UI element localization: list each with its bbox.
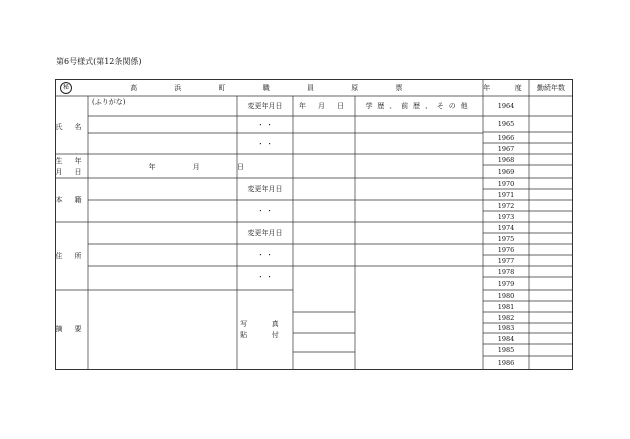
name-change-date-header: 変更年月日 xyxy=(247,102,283,110)
photo-label-bottom: 貼 付 xyxy=(240,331,290,339)
honseki-change-date-header: 変更年月日 xyxy=(247,185,283,193)
birth-label-bottom: 月 日 xyxy=(55,168,87,176)
remarks-label: 摘 要 xyxy=(55,325,87,333)
service-years-column-header: 勤続年数 xyxy=(537,84,565,92)
year-1971: 1971 xyxy=(497,191,515,199)
year-1978: 1978 xyxy=(497,268,515,276)
history-header: 学歴、前歴、その他 xyxy=(365,102,473,110)
year-1967: 1967 xyxy=(497,145,515,153)
history-date-header: 年 月 日 xyxy=(299,102,349,110)
year-1976: 1976 xyxy=(497,246,515,254)
year-1974: 1974 xyxy=(497,224,515,232)
photo-label-top: 写 真 xyxy=(240,320,290,328)
year-1986: 1986 xyxy=(497,359,515,367)
year-1983: 1983 xyxy=(497,324,515,332)
year-1984: 1984 xyxy=(497,335,515,343)
year-1966: 1966 xyxy=(497,134,515,142)
honseki-label: 本 籍 xyxy=(55,196,87,204)
address-label: 住 所 xyxy=(55,252,87,260)
year-1964: 1964 xyxy=(497,102,515,110)
address-change-date-2: ・ ・ xyxy=(256,273,274,281)
confidential-seal: 秘 xyxy=(60,82,72,94)
year-1980: 1980 xyxy=(497,292,515,300)
address-change-date-1: ・ ・ xyxy=(256,251,274,259)
address-change-date-header: 変更年月日 xyxy=(247,229,283,237)
year-column-header: 年 度 xyxy=(483,84,533,92)
year-1985: 1985 xyxy=(497,346,515,354)
year-1972: 1972 xyxy=(497,202,515,210)
year-1979: 1979 xyxy=(497,280,515,288)
year-1965: 1965 xyxy=(497,120,515,128)
name-change-date-1: ・ ・ xyxy=(256,121,274,129)
year-1982: 1982 xyxy=(497,314,515,322)
year-1975: 1975 xyxy=(497,235,515,243)
year-1970: 1970 xyxy=(497,180,515,188)
year-1969: 1969 xyxy=(497,168,515,176)
year-1977: 1977 xyxy=(497,257,515,265)
employee-record-form xyxy=(55,79,573,370)
form-heading: 高 浜 町 職 員 原 票 xyxy=(130,84,420,92)
year-1968: 1968 xyxy=(497,156,515,164)
name-label: 氏 名 xyxy=(55,123,87,131)
birth-date-value: 年 月 日 xyxy=(148,163,262,171)
year-1981: 1981 xyxy=(497,303,515,311)
birth-label-top: 生 年 xyxy=(55,157,87,165)
furigana-label: (ふりがな) xyxy=(92,98,126,106)
year-1973: 1973 xyxy=(497,213,515,221)
honseki-change-date: ・ ・ xyxy=(256,207,274,215)
form-grid xyxy=(55,79,573,370)
form-title: 第6号様式(第12条関係) xyxy=(56,57,142,66)
name-change-date-2: ・ ・ xyxy=(256,140,274,148)
